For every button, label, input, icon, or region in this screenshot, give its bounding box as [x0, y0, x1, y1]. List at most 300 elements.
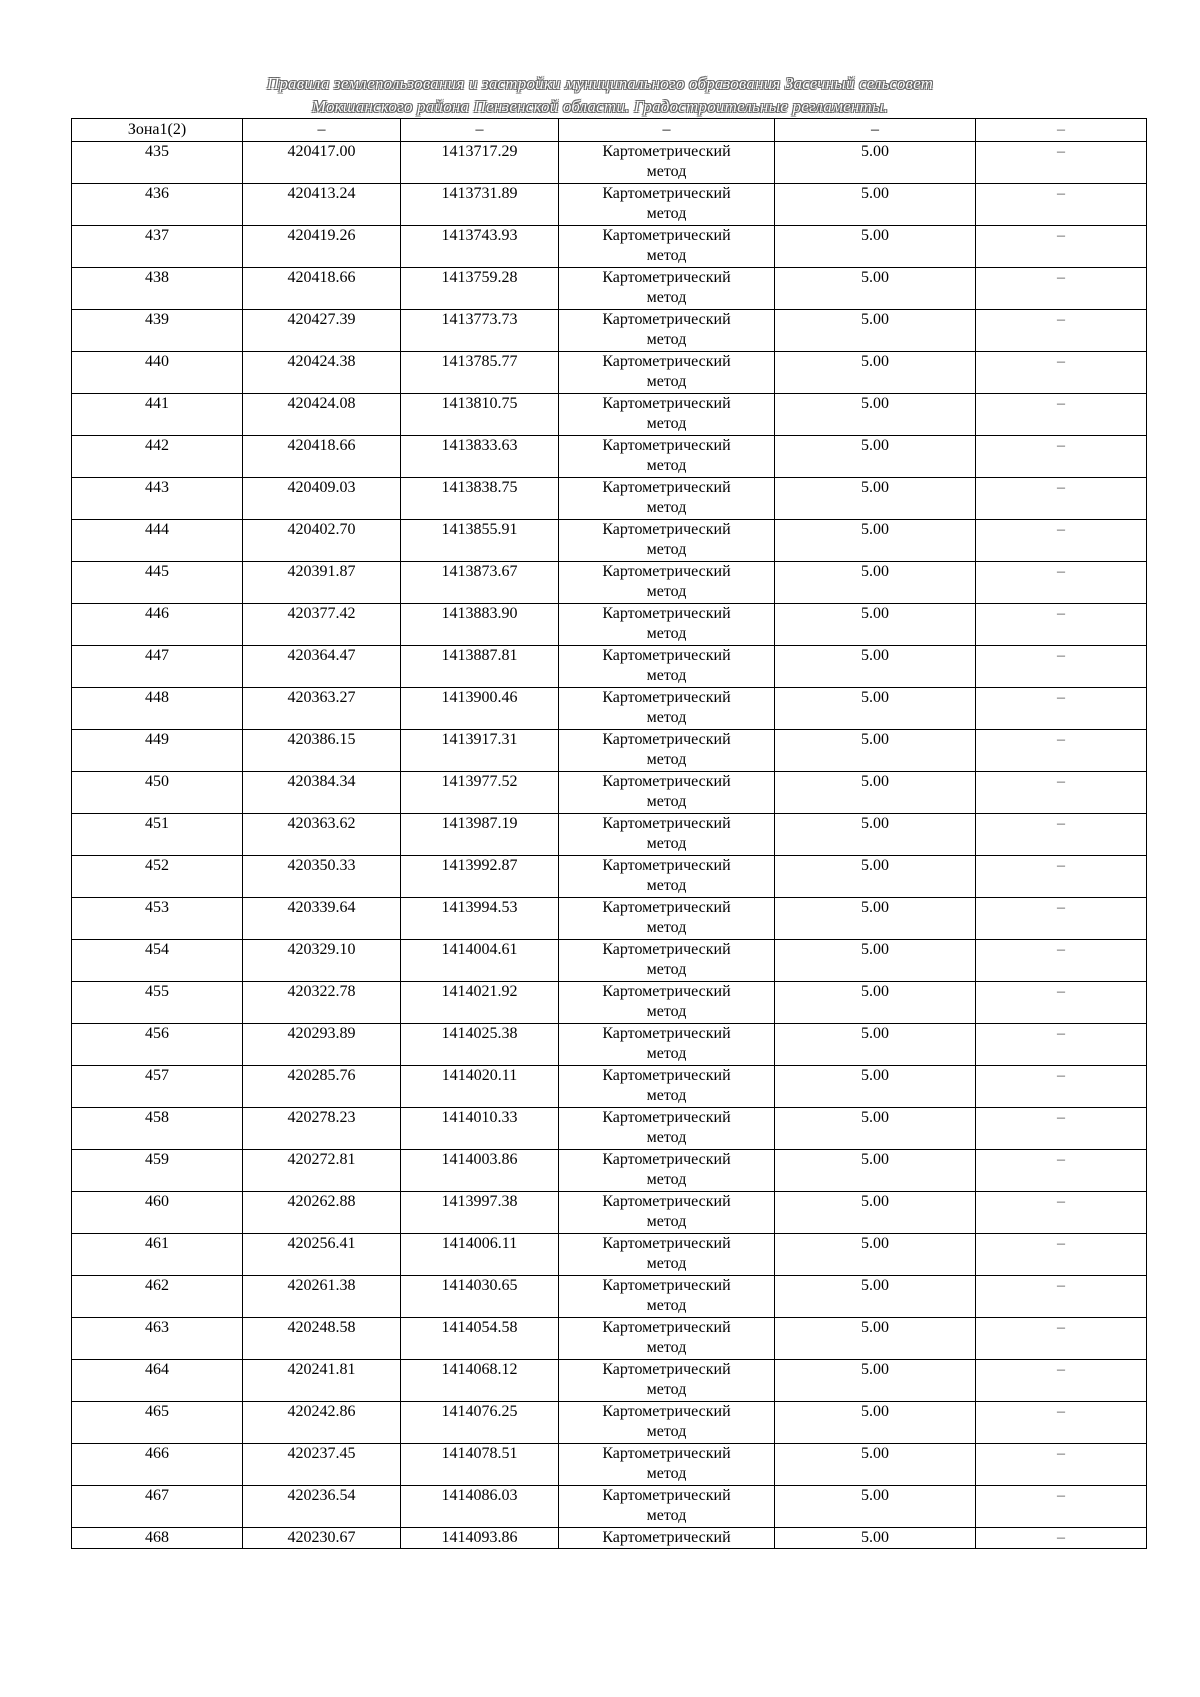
point-number: 452	[72, 856, 243, 898]
error-value: 5.00	[775, 1108, 976, 1150]
point-number: 458	[72, 1108, 243, 1150]
coord-y: 1413994.53	[401, 898, 559, 940]
description-cell: –	[976, 1444, 1147, 1486]
description-cell: –	[976, 184, 1147, 226]
method-cell	[559, 310, 775, 352]
method-line-1: Картометрический	[602, 143, 731, 160]
table-row	[72, 310, 1147, 352]
point-number: 461	[72, 1234, 243, 1276]
description-cell: –	[976, 1150, 1147, 1192]
coord-y: 1414078.51	[401, 1444, 559, 1486]
description-cell: –	[976, 688, 1147, 730]
point-number: 436	[72, 184, 243, 226]
method-line-1: Картометрический	[602, 899, 731, 916]
error-value: 5.00	[775, 898, 976, 940]
point-number: 456	[72, 1024, 243, 1066]
error-value: 5.00	[775, 478, 976, 520]
table-row	[72, 1066, 1147, 1108]
coord-x: 420285.76	[243, 1066, 401, 1108]
zone-row	[72, 119, 1147, 142]
method-line-2: метод	[646, 1213, 687, 1230]
table-row	[72, 1360, 1147, 1402]
coord-y: 1413900.46	[401, 688, 559, 730]
description-cell: –	[976, 1360, 1147, 1402]
method-line-2: метод	[646, 793, 687, 810]
method-line-2: метод	[646, 373, 687, 390]
point-number: 455	[72, 982, 243, 1024]
point-number: 444	[72, 520, 243, 562]
table-row	[72, 478, 1147, 520]
method-line-1: Картометрический	[602, 269, 731, 286]
method-line-1: Картометрический	[602, 731, 731, 748]
method-line-2: метод	[646, 1003, 687, 1020]
coord-y: 1413773.73	[401, 310, 559, 352]
point-number: 453	[72, 898, 243, 940]
method-line-1: Картометрический	[602, 563, 731, 580]
error-value: 5.00	[775, 772, 976, 814]
page-header	[0, 72, 1200, 118]
error-value: 5.00	[775, 1024, 976, 1066]
table-row	[72, 520, 1147, 562]
method-line-2: метод	[646, 1381, 687, 1398]
method-line-2: метод	[646, 1171, 687, 1188]
coord-y: 1413987.19	[401, 814, 559, 856]
coord-x: 420424.38	[243, 352, 401, 394]
zone-cell: –	[559, 119, 775, 142]
coord-x: 420350.33	[243, 856, 401, 898]
method-line-1: Картометрический	[602, 1025, 731, 1042]
point-number: 462	[72, 1276, 243, 1318]
table-row	[72, 898, 1147, 940]
coord-x: 420363.27	[243, 688, 401, 730]
coord-y: 1413992.87	[401, 856, 559, 898]
coord-y: 1414093.86	[401, 1528, 559, 1549]
zone-cell: –	[401, 119, 559, 142]
coord-y: 1414020.11	[401, 1066, 559, 1108]
header-line-2: Мокшанского района Пензенской области. Градостроительные регламенты.	[311, 97, 889, 116]
method-cell	[559, 1108, 775, 1150]
error-value: 5.00	[775, 856, 976, 898]
error-value: 5.00	[775, 814, 976, 856]
error-value: 5.00	[775, 1150, 976, 1192]
coord-x: 420384.34	[243, 772, 401, 814]
description-cell: –	[976, 940, 1147, 982]
method-line-2: метод	[646, 1129, 687, 1146]
coord-y: 1413810.75	[401, 394, 559, 436]
method-line-2: метод	[646, 583, 687, 600]
coord-y: 1413883.90	[401, 604, 559, 646]
error-value: 5.00	[775, 646, 976, 688]
method-line-2: метод	[646, 961, 687, 978]
error-value: 5.00	[775, 1192, 976, 1234]
method-cell	[559, 1234, 775, 1276]
coord-x: 420377.42	[243, 604, 401, 646]
coord-x: 420418.66	[243, 268, 401, 310]
method-cell	[559, 814, 775, 856]
coord-x: 420248.58	[243, 1318, 401, 1360]
table-row	[72, 1234, 1147, 1276]
point-number: 443	[72, 478, 243, 520]
coord-y: 1414025.38	[401, 1024, 559, 1066]
method-cell	[559, 1276, 775, 1318]
error-value: 5.00	[775, 562, 976, 604]
coord-x: 420386.15	[243, 730, 401, 772]
method-cell	[559, 352, 775, 394]
coord-x: 420418.66	[243, 436, 401, 478]
zone-cell: –	[976, 119, 1147, 142]
description-cell: –	[976, 1486, 1147, 1528]
method-line-1: Картометрический	[602, 1109, 731, 1126]
description-cell: –	[976, 772, 1147, 814]
method-line-2: метод	[646, 163, 687, 180]
coord-y: 1414086.03	[401, 1486, 559, 1528]
error-value: 5.00	[775, 436, 976, 478]
table-row	[72, 1528, 1147, 1549]
method-line-2: метод	[646, 919, 687, 936]
coord-y: 1414030.65	[401, 1276, 559, 1318]
error-value: 5.00	[775, 310, 976, 352]
error-value: 5.00	[775, 394, 976, 436]
method-cell	[559, 394, 775, 436]
error-value: 5.00	[775, 1276, 976, 1318]
coord-x: 420237.45	[243, 1444, 401, 1486]
method-line-1: Картометрический	[602, 773, 731, 790]
coord-y: 1413838.75	[401, 478, 559, 520]
description-cell: –	[976, 268, 1147, 310]
method-line-1: Картометрический	[602, 1403, 731, 1420]
method-line-2: метод	[646, 499, 687, 516]
point-number: 447	[72, 646, 243, 688]
description-cell: –	[976, 604, 1147, 646]
coord-y: 1414006.11	[401, 1234, 559, 1276]
table-row	[72, 646, 1147, 688]
table-row	[72, 772, 1147, 814]
method-line-1: Картометрический	[602, 1445, 731, 1462]
coord-x: 420329.10	[243, 940, 401, 982]
coord-x: 420230.67	[243, 1528, 401, 1549]
coord-x: 420293.89	[243, 1024, 401, 1066]
description-cell: –	[976, 1402, 1147, 1444]
method-line-2: метод	[646, 457, 687, 474]
method-cell	[559, 1066, 775, 1108]
method-cell	[559, 646, 775, 688]
coord-y: 1414004.61	[401, 940, 559, 982]
coord-y: 1413887.81	[401, 646, 559, 688]
error-value: 5.00	[775, 940, 976, 982]
coord-x: 420262.88	[243, 1192, 401, 1234]
point-number: 435	[72, 142, 243, 184]
coord-y: 1414003.86	[401, 1150, 559, 1192]
error-value: 5.00	[775, 1528, 976, 1549]
point-number: 465	[72, 1402, 243, 1444]
method-line-1: Картометрический	[602, 437, 731, 454]
method-line-2: метод	[646, 289, 687, 306]
method-cell	[559, 1360, 775, 1402]
description-cell: –	[976, 562, 1147, 604]
error-value: 5.00	[775, 1234, 976, 1276]
point-number: 457	[72, 1066, 243, 1108]
error-value: 5.00	[775, 1402, 976, 1444]
coord-x: 420272.81	[243, 1150, 401, 1192]
error-value: 5.00	[775, 730, 976, 772]
method-line-1: Картометрический	[602, 983, 731, 1000]
table-row	[72, 730, 1147, 772]
method-cell	[559, 478, 775, 520]
method-line-2: метод	[646, 751, 687, 768]
table-row	[72, 940, 1147, 982]
point-number: 439	[72, 310, 243, 352]
method-cell	[559, 184, 775, 226]
table-row	[72, 562, 1147, 604]
point-number: 440	[72, 352, 243, 394]
coord-y: 1413855.91	[401, 520, 559, 562]
method-line-1: Картометрический	[602, 521, 731, 538]
point-number: 449	[72, 730, 243, 772]
description-cell: –	[976, 1024, 1147, 1066]
coord-y: 1413833.63	[401, 436, 559, 478]
method-cell	[559, 1318, 775, 1360]
coord-y: 1414054.58	[401, 1318, 559, 1360]
method-line-1: Картометрический	[602, 647, 731, 664]
coord-y: 1413743.93	[401, 226, 559, 268]
table-row	[72, 856, 1147, 898]
table-row	[72, 1150, 1147, 1192]
description-cell: –	[976, 310, 1147, 352]
table-row	[72, 982, 1147, 1024]
coord-y: 1413873.67	[401, 562, 559, 604]
method-line-2: метод	[646, 415, 687, 432]
description-cell: –	[976, 1318, 1147, 1360]
table-row	[72, 184, 1147, 226]
description-cell: –	[976, 856, 1147, 898]
table-row	[72, 268, 1147, 310]
table-row	[72, 1108, 1147, 1150]
coord-y: 1413759.28	[401, 268, 559, 310]
error-value: 5.00	[775, 1444, 976, 1486]
table-row	[72, 1318, 1147, 1360]
coord-x: 420322.78	[243, 982, 401, 1024]
method-cell	[559, 1150, 775, 1192]
coord-x: 420364.47	[243, 646, 401, 688]
table-row	[72, 1024, 1147, 1066]
method-line-2: метод	[646, 205, 687, 222]
method-line-1: Картометрический	[602, 857, 731, 874]
method-line-1: Картометрический	[602, 227, 731, 244]
method-cell	[559, 730, 775, 772]
description-cell: –	[976, 1066, 1147, 1108]
point-number: 464	[72, 1360, 243, 1402]
description-cell: –	[976, 394, 1147, 436]
method-line-1: Картометрический	[602, 479, 731, 496]
method-line-1: Картометрический	[602, 311, 731, 328]
description-cell: –	[976, 142, 1147, 184]
coord-x: 420409.03	[243, 478, 401, 520]
coord-y: 1414010.33	[401, 1108, 559, 1150]
description-cell: –	[976, 898, 1147, 940]
method-cell	[559, 688, 775, 730]
table-row	[72, 1486, 1147, 1528]
table-row	[72, 436, 1147, 478]
error-value: 5.00	[775, 982, 976, 1024]
description-cell: –	[976, 352, 1147, 394]
error-value: 5.00	[775, 1318, 976, 1360]
coord-x: 420241.81	[243, 1360, 401, 1402]
method-line-2: метод	[646, 1423, 687, 1440]
description-cell: –	[976, 814, 1147, 856]
coordinates-table-body	[72, 119, 1147, 1549]
method-line-2: метод	[646, 1087, 687, 1104]
error-value: 5.00	[775, 184, 976, 226]
error-value: 5.00	[775, 688, 976, 730]
error-value: 5.00	[775, 604, 976, 646]
error-value: 5.00	[775, 1360, 976, 1402]
description-cell: –	[976, 520, 1147, 562]
table-row	[72, 1402, 1147, 1444]
coord-x: 420339.64	[243, 898, 401, 940]
error-value: 5.00	[775, 352, 976, 394]
coord-y: 1414021.92	[401, 982, 559, 1024]
coord-x: 420391.87	[243, 562, 401, 604]
method-line-2: метод	[646, 1465, 687, 1482]
method-line-1: Картометрический	[602, 1151, 731, 1168]
point-number: 460	[72, 1192, 243, 1234]
coord-y: 1413785.77	[401, 352, 559, 394]
method-line-1: Картометрический	[602, 1235, 731, 1252]
method-cell	[559, 1192, 775, 1234]
description-cell: –	[976, 1108, 1147, 1150]
method-cell	[559, 436, 775, 478]
point-number: 438	[72, 268, 243, 310]
method-line-2: метод	[646, 709, 687, 726]
method-cell	[559, 1444, 775, 1486]
description-cell: –	[976, 982, 1147, 1024]
coord-x: 420419.26	[243, 226, 401, 268]
method-line-2: метод	[646, 1255, 687, 1272]
method-line-2: метод	[646, 541, 687, 558]
method-line-1: Картометрический	[602, 1319, 731, 1336]
description-cell: –	[976, 1528, 1147, 1549]
table-row	[72, 688, 1147, 730]
table-row	[72, 1192, 1147, 1234]
coord-x: 420242.86	[243, 1402, 401, 1444]
description-cell: –	[976, 226, 1147, 268]
point-number: 445	[72, 562, 243, 604]
error-value: 5.00	[775, 520, 976, 562]
method-cell	[559, 898, 775, 940]
table-row	[72, 142, 1147, 184]
method-cell	[559, 1402, 775, 1444]
method-line-1: Картометрический	[602, 185, 731, 202]
coord-x: 420402.70	[243, 520, 401, 562]
point-number: 442	[72, 436, 243, 478]
method-line-2: метод	[646, 1045, 687, 1062]
method-cell	[559, 1486, 775, 1528]
coord-y: 1413917.31	[401, 730, 559, 772]
method-cell	[559, 1024, 775, 1066]
table-row	[72, 604, 1147, 646]
description-cell: –	[976, 1276, 1147, 1318]
coord-y: 1413731.89	[401, 184, 559, 226]
method-line-2: метод	[646, 877, 687, 894]
point-number: 454	[72, 940, 243, 982]
point-number: 441	[72, 394, 243, 436]
table-row	[72, 352, 1147, 394]
point-number: 448	[72, 688, 243, 730]
method-line-1: Картометрический	[602, 815, 731, 832]
method-cell	[559, 604, 775, 646]
point-number: 459	[72, 1150, 243, 1192]
method-line-2: метод	[646, 1507, 687, 1524]
method-line-1: Картометрический	[602, 941, 731, 958]
error-value: 5.00	[775, 226, 976, 268]
coord-y: 1413977.52	[401, 772, 559, 814]
coord-x: 420417.00	[243, 142, 401, 184]
error-value: 5.00	[775, 1066, 976, 1108]
description-cell: –	[976, 1192, 1147, 1234]
header-line-1: Правила землепользования и застройки муниципального образования Засечный сельсовет	[266, 74, 934, 93]
method-cell	[559, 520, 775, 562]
point-number: 437	[72, 226, 243, 268]
table-row	[72, 394, 1147, 436]
method-line-2: метод	[646, 247, 687, 264]
coord-x: 420424.08	[243, 394, 401, 436]
point-number: 466	[72, 1444, 243, 1486]
method-line-1: Картометрический	[602, 689, 731, 706]
method-line-1: Картометрический	[602, 1361, 731, 1378]
coord-x: 420363.62	[243, 814, 401, 856]
method-line-2: метод	[646, 625, 687, 642]
method-cell	[559, 856, 775, 898]
method-cell	[559, 562, 775, 604]
coord-x: 420261.38	[243, 1276, 401, 1318]
table-row	[72, 814, 1147, 856]
coord-x: 420413.24	[243, 184, 401, 226]
method-line-1: Картометрический	[602, 1067, 731, 1084]
zone-label: Зона1(2)	[72, 119, 243, 142]
method-cell: Картометрический	[559, 1528, 775, 1549]
method-line-2: метод	[646, 667, 687, 684]
coord-y: 1414076.25	[401, 1402, 559, 1444]
table-row	[72, 1444, 1147, 1486]
description-cell: –	[976, 1234, 1147, 1276]
coord-x: 420256.41	[243, 1234, 401, 1276]
coord-y: 1414068.12	[401, 1360, 559, 1402]
point-number: 450	[72, 772, 243, 814]
point-number: 468	[72, 1528, 243, 1549]
coord-x: 420427.39	[243, 310, 401, 352]
method-line-2: метод	[646, 1339, 687, 1356]
description-cell: –	[976, 730, 1147, 772]
method-cell	[559, 142, 775, 184]
table-row	[72, 226, 1147, 268]
method-line-2: метод	[646, 331, 687, 348]
method-line-1: Картометрический	[602, 395, 731, 412]
method-line-1: Картометрический	[602, 1277, 731, 1294]
error-value: 5.00	[775, 1486, 976, 1528]
method-line-1: Картометрический	[602, 353, 731, 370]
description-cell: –	[976, 478, 1147, 520]
method-cell	[559, 772, 775, 814]
method-cell	[559, 940, 775, 982]
method-line-1: Картометрический	[602, 1193, 731, 1210]
method-line-2: метод	[646, 1297, 687, 1314]
method-line-1: Картометрический	[602, 1487, 731, 1504]
method-cell	[559, 268, 775, 310]
description-cell: –	[976, 436, 1147, 478]
coord-x: 420278.23	[243, 1108, 401, 1150]
error-value: 5.00	[775, 142, 976, 184]
point-number: 463	[72, 1318, 243, 1360]
